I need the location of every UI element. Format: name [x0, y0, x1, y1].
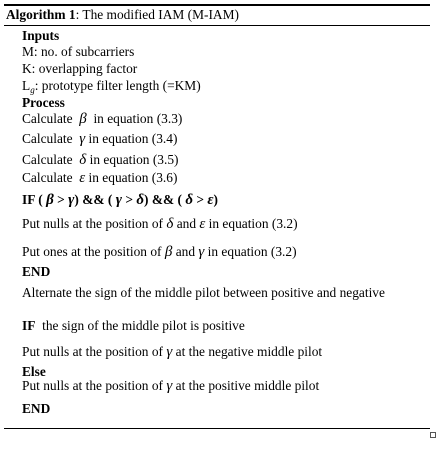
end-keyword: END: [22, 264, 51, 279]
alternate-sign: Alternate the sign of the middle pilot between positive and negative: [22, 285, 385, 300]
bottom-rule: [4, 428, 430, 429]
put-ones-beta-gamma: Put ones at the position of β and γ in equation (3.2): [22, 244, 297, 260]
put-nulls-delta-eps: Put nulls at the position of δ and ε in equation (3.2): [22, 216, 298, 232]
input-m: M: no. of subcarriers: [22, 44, 135, 59]
put-nulls-positive: Put nulls at the position of γ at the positive middle pilot: [22, 378, 320, 394]
top-rule: [4, 4, 430, 6]
beta-symbol: β: [79, 111, 87, 127]
else-keyword: Else: [22, 364, 46, 379]
caption-title: The modified IAM (M-IAM): [82, 7, 239, 22]
if-positive: IF the sign of the middle pilot is positive: [22, 318, 245, 333]
process-header: Process: [22, 95, 65, 110]
input-lg: $L_g$: prototype filter length (=KM): [22, 78, 201, 95]
calc-beta: Calculate β in equation (3.3): [22, 111, 183, 127]
caption-label: Algorithm 1: [6, 7, 76, 22]
caption-rule: [4, 25, 430, 26]
calc-epsilon: Calculate ε in equation (3.6): [22, 170, 178, 186]
if-condition: IF ( β > γ) && ( γ > δ) && ( δ > ε): [22, 192, 219, 208]
algorithm-caption: Algorithm 1: The modified IAM (M-IAM): [6, 7, 239, 22]
end-keyword-2: END: [22, 401, 51, 416]
put-nulls-negative: Put nulls at the position of γ at the negative middle pilot: [22, 344, 323, 360]
epsilon-symbol: ε: [79, 170, 86, 186]
gamma-symbol: γ: [79, 131, 86, 147]
calc-gamma: Calculate γ in equation (3.4): [22, 131, 178, 147]
inputs-header: Inputs: [22, 28, 60, 43]
input-k: K: overlapping factor: [22, 61, 138, 76]
end-mark: [430, 432, 436, 438]
delta-symbol: δ: [79, 152, 87, 168]
calc-delta: Calculate δ in equation (3.5): [22, 152, 179, 168]
